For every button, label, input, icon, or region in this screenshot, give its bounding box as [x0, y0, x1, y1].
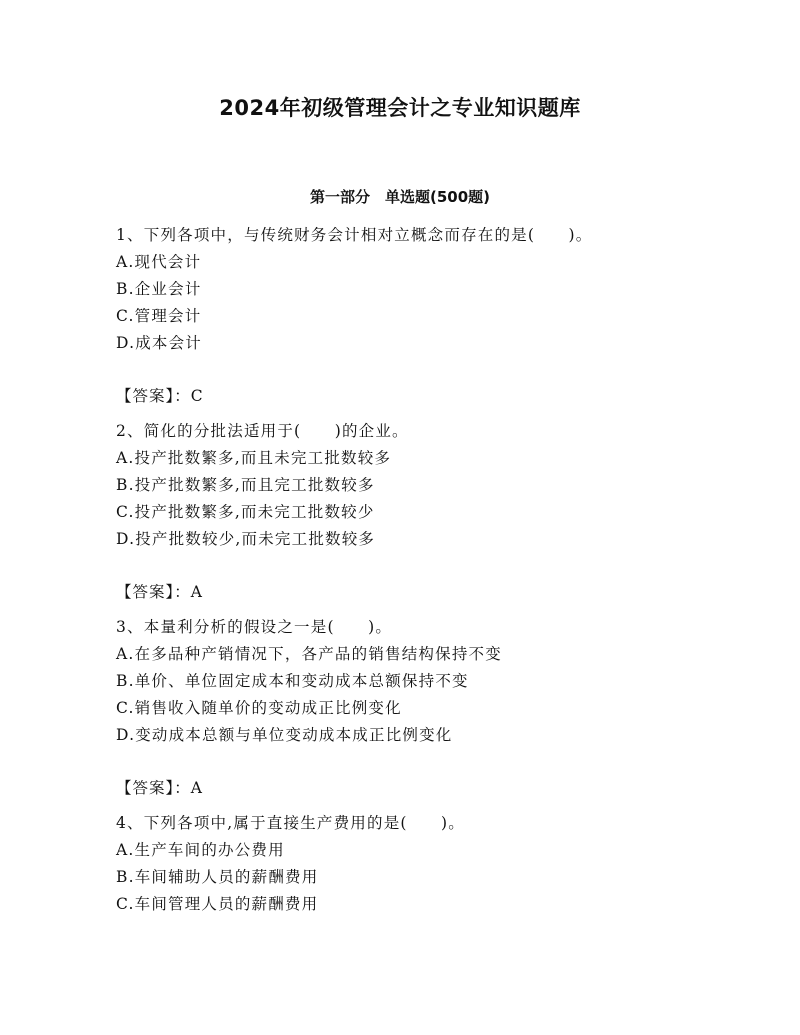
question-stem: 2、简化的分批法适用于( )的企业。: [116, 422, 409, 440]
answer-value: C: [190, 387, 204, 405]
option-a: A.在多品种产销情况下，各产品的销售结构保持不变: [116, 645, 502, 663]
document-title: 2024年初级管理会计之专业知识题库: [219, 96, 581, 120]
option-d: D.变动成本总额与单位变动成本成正比例变化: [116, 726, 453, 744]
answer-label: 【答案】：: [116, 583, 191, 601]
question-stem: 4、下列各项中,属于直接生产费用的是( )。: [116, 814, 465, 832]
option-c: C.销售收入随单价的变动成正比例变化: [116, 699, 402, 717]
option-c: C.投产批数繁多,而未完工批数较少: [116, 503, 375, 521]
question-2: [116, 418, 736, 606]
section-title: 第一部分 单选题(500题): [309, 188, 491, 206]
option-b: B.车间辅助人员的薪酬费用: [116, 868, 319, 886]
answer-label: 【答案】：: [116, 779, 191, 797]
answer-line: [116, 579, 736, 606]
question-3: [116, 614, 736, 802]
option-d: D.投产批数较少,而未完工批数较多: [116, 530, 376, 548]
question-stem: 1、下列各项中，与传统财务会计相对立概念而存在的是( )。: [116, 226, 593, 244]
option-b: B.投产批数繁多,而且完工批数较多: [116, 476, 375, 494]
question-stem: 3、本量利分析的假设之一是( )。: [116, 618, 393, 636]
answer-line: [116, 383, 736, 410]
answer-label: 【答案】：: [116, 387, 191, 405]
answer-line: [116, 775, 736, 802]
answer-value: A: [190, 583, 204, 601]
option-a: A.现代会计: [116, 253, 202, 271]
option-c: C.车间管理人员的薪酬费用: [116, 895, 319, 913]
answer-value: A: [190, 779, 204, 797]
question-4: [116, 810, 736, 918]
question-1: [116, 222, 736, 410]
option-c: C.管理会计: [116, 307, 202, 325]
option-a: A.生产车间的办公费用: [116, 841, 285, 859]
question-list: [116, 222, 736, 918]
option-a: A.投产批数繁多,而且未完工批数较多: [116, 449, 392, 467]
option-b: B.企业会计: [116, 280, 202, 298]
option-b: B.单价、单位固定成本和变动成本总额保持不变: [116, 672, 469, 690]
option-d: D.成本会计: [116, 334, 203, 352]
